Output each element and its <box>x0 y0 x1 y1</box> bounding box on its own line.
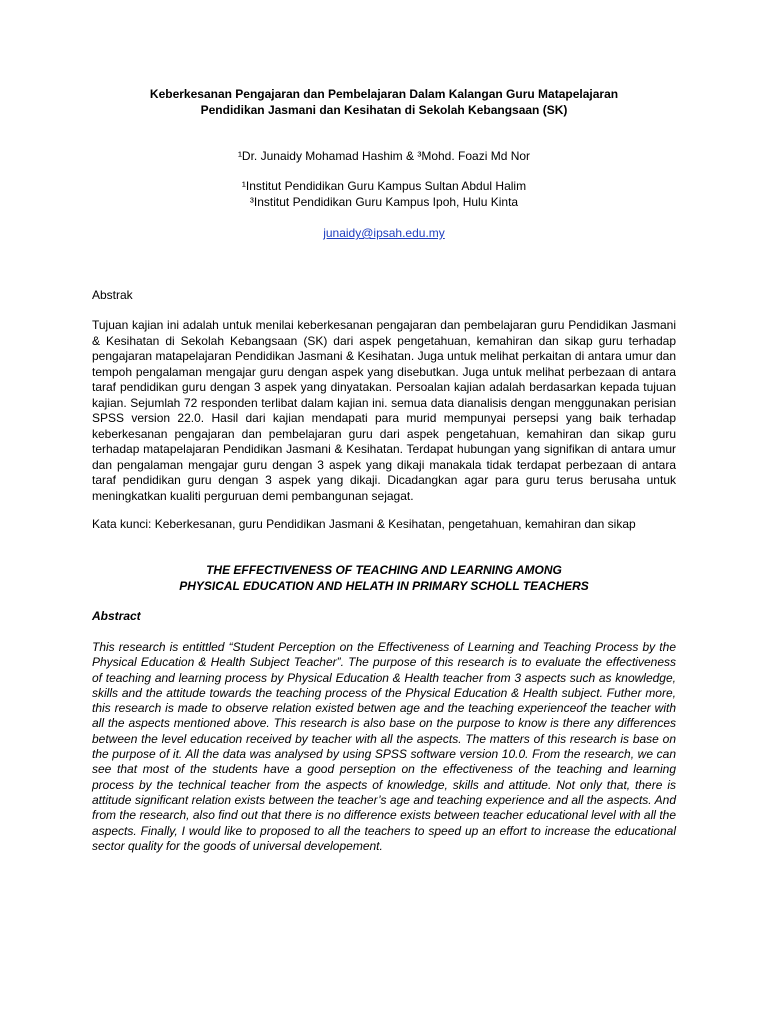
contact-email <box>92 226 676 241</box>
affiliations <box>92 179 676 210</box>
author-list: ¹Dr. Junaidy Mohamad Hashim & ³Mohd. Foazi Md Nor <box>237 149 531 163</box>
english-title-line-1: THE EFFECTIVENESS OF TEACHING AND LEARNING AMONG <box>206 563 562 577</box>
paper-title-line-2: Pendidikan Jasmani dan Kesihatan di Sekolah Kebangsaan (SK) <box>200 102 568 117</box>
abstract-body: This research is entittled “Student Perception on the Effectiveness of Learning and Teaching Process by the Physical Education & Health Subject Teacher”. The purpose of this research is to evaluate the effectiveness of teaching and learning process by Physical Education & Health teacher from 3 aspects such as knowledge, skills and the attitude towards the teaching process of the Physical Education & Health subject. Futher more, this research is made to observe relation existed betwen age and the teaching experienceof the teacher with all the aspects mentioned above. This research is also base on the purpose to know is there any differences between the level education received by teacher with all the aspects. The matters of this research is base on the purpose of it. All the data was analysed by using SPSS software version 10.0. From the research, we can see that most of the students have a good perseption on the effectiveness of the teaching and learning process by the technical teacher from the aspects of knowledge, skills and attitude. Not only that, there is attitude significant relation exists between the teacher’s age and teaching experience and all the aspects. And from the research, also find out that there is no difference exists between teacher educational level with all the aspects. Finally, I would like to proposed to all the teachers to speed up an effort to increase the educational sector quality for the goods of universal developement. <box>92 640 676 853</box>
abstrak-body: Tujuan kajian ini adalah untuk menilai keberkesanan pengajaran dan pembelajaran guru Pendidikan Jasmani & Kesihatan di Sekolah Kebangsaan (SK) dari aspek pengetahuan, kemahiran dan sikap guru terhadap pengajaran matapelajaran Pendidikan Jasmani & Kesihatan. Juga untuk melihat perkaitan di antara umur dan tempoh pengalaman mengajar guru dengan aspek yang disebutkan. Juga untuk melihat perbezaan di antara taraf pendidikan guru dengan 3 aspek yang dinyatakan. Persoalan kajian adalah berdasarkan kepada tujuan kajian. Sejumlah 72 responden terlibat dalam kajian ini. semua data dianalisis dengan menggunakan perisian SPSS version 22.0. Hasil dari kajian mendapati para murid mempunyai persepsi yang baik terhadap keberkesanan pengajaran dan pembelajaran guru dari aspek pengetahuan, kemahiran dan sikap guru terhadap matapelajaran Pendidikan Jasmani & Kesihatan. Terdapat hubungan yang signifikan di antara umur dan pengalaman mengajar guru dengan 3 aspek yang dikaji manakala tidak terdapat perbezaan di antara taraf pendidikan guru dengan 3 aspek yang dikaji. Dicadangkan agar para guru terus berusaha untuk meningkatkan kualiti perguruan demi pembangunan sejagat. <box>92 318 676 503</box>
affiliation-2: ³Institut Pendidikan Guru Kampus Ipoh, Hulu Kinta <box>249 194 519 209</box>
paper-title-line-1: Keberkesanan Pengajaran dan Pembelajaran Dalam Kalangan Guru Matapelajaran <box>149 87 619 101</box>
email-link[interactable]: junaidy@ipsah.edu.my <box>323 226 445 240</box>
keywords: Kata kunci: Keberkesanan, guru Pendidikan Jasmani & Kesihatan, pengetahuan, kemahiran dan sikap <box>92 517 636 531</box>
english-title-line-2: PHYSICAL EDUCATION AND HELATH IN PRIMARY SCHOLL TEACHERS <box>179 578 589 593</box>
paper-page <box>92 0 676 1024</box>
abstract-heading: Abstract <box>92 609 141 623</box>
affiliation-1: ¹Institut Pendidikan Guru Kampus Sultan Abdul Halim <box>241 179 527 193</box>
abstrak-heading: Abstrak <box>92 288 133 302</box>
english-title <box>92 563 676 594</box>
paper-title <box>92 87 676 118</box>
